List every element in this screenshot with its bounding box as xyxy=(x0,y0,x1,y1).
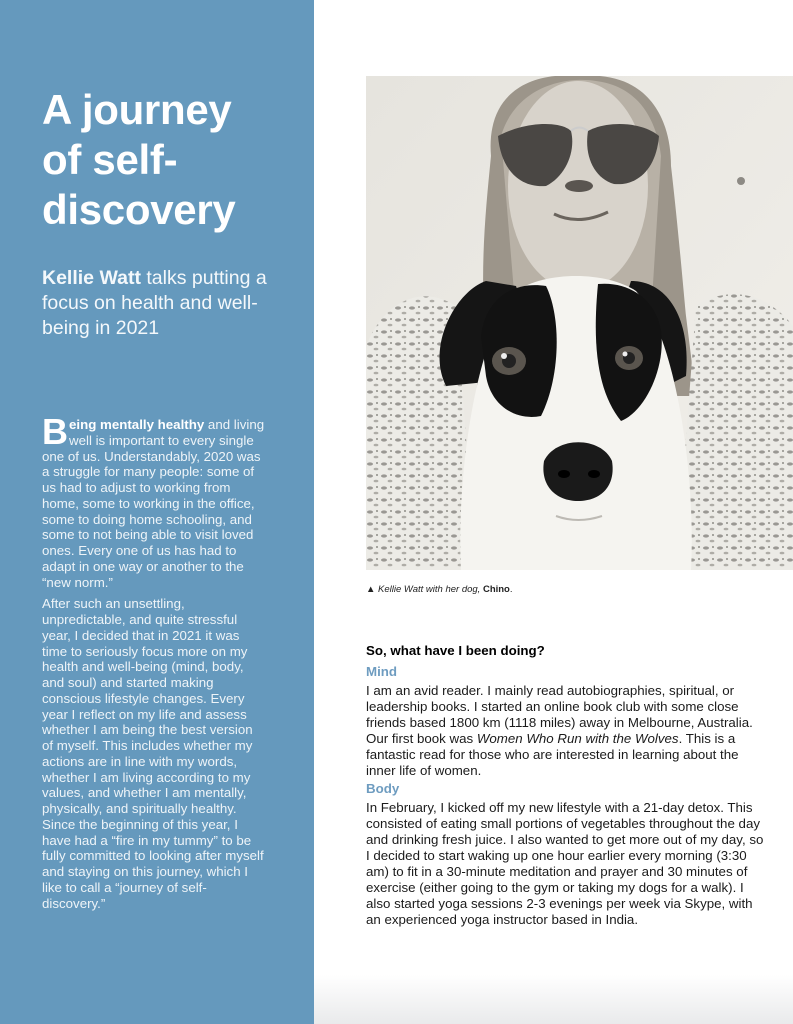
book-title: Women Who Run with the Wolves xyxy=(476,730,679,746)
intro-paragraph-2: After such an unsettling, unpredictable, and quite stressful year, I decided that in 2021 it was time to seriously focus more on my health and well-being (mind, body, and soul) and started making conscious lifestyle changes. Every year I reflect on my life and assess whether I am being the best version of myself. This includes whether my actions are in line with my words, whether I am living according to my values, and whether I am mentally, physically, and spiritually healthy. Since the beginning of this year, I have had a “fire in my tummy” to be fully committed to looking after myself and staying on this journey, which I like to call a “journey of self-discovery.” xyxy=(42,596,264,911)
photo-caption xyxy=(366,584,513,595)
mind-paragraph xyxy=(366,683,766,778)
wall-spot xyxy=(737,177,745,185)
title-line: A journey xyxy=(42,86,232,133)
caption-text: Kellie Watt with her dog, xyxy=(375,584,483,595)
mind-text-1: I am an avid reader. I mainly read autobiographies, spiritual, or leadership books. I started an online book club with some close friends based 1800 km (1118 miles) away in Melbourne, Australia. Our first book was xyxy=(366,683,753,746)
caption-triangle-icon: ▲ xyxy=(366,584,376,595)
intro-paragraph-1 xyxy=(42,411,266,590)
subtitle-text: talks putting a focus on health and well-being in 2021 xyxy=(42,267,267,339)
photo-kellie-and-dog xyxy=(366,76,793,570)
lead-bold: eing mentally healthy xyxy=(69,417,205,432)
title-line: of self- xyxy=(42,136,178,183)
caption-dog-name: Chino xyxy=(482,584,510,595)
subsection-title-body: Body xyxy=(366,781,400,797)
dropcap: B xyxy=(42,411,68,452)
intro-text: and living well is important to every single one of us. Understandably, 2020 was a struggle for many people: some of us had to adjust to working from home, some to working in the office, some to doing home schooling, and some to not being able to visit loved ones. Every one of us has had to adapt in one way or another to the “new norm.” xyxy=(42,417,265,590)
photo-illustration xyxy=(366,76,793,570)
mind-text-2: . This is a fantastic read for those who are interested in learning about the inner life of women. xyxy=(366,730,739,778)
page-bottom-shadow xyxy=(314,975,793,1024)
author-name: Kellie Watt xyxy=(42,267,141,289)
sidebar-panel xyxy=(0,0,314,1024)
article-subtitle xyxy=(42,266,282,341)
title-line: discovery xyxy=(42,186,236,233)
main-column xyxy=(366,641,766,928)
dog-nose xyxy=(543,442,612,501)
body-paragraph: In February, I kicked off my new lifestyle with a 21-day detox. This consisted of eating small portions of vegetables throughout the day and drinking fresh juice. I also wanted to get more out of my day, so I decided to start waking up one hour earlier every morning (3:30 am) to fit in a 30-minute meditation and prayer and 30 minutes of exercise (either going to the gym or taking my dogs for a walk). I also started yoga sessions 2-3 evenings per week via Skype, with an experienced yoga instructor based in India. xyxy=(366,800,764,927)
section-heading: So, what have I been doing? xyxy=(366,643,545,658)
article-title xyxy=(42,85,302,235)
intro-body xyxy=(42,411,266,917)
caption-end: . xyxy=(509,584,513,595)
subsection-title-mind: Mind xyxy=(366,664,398,679)
